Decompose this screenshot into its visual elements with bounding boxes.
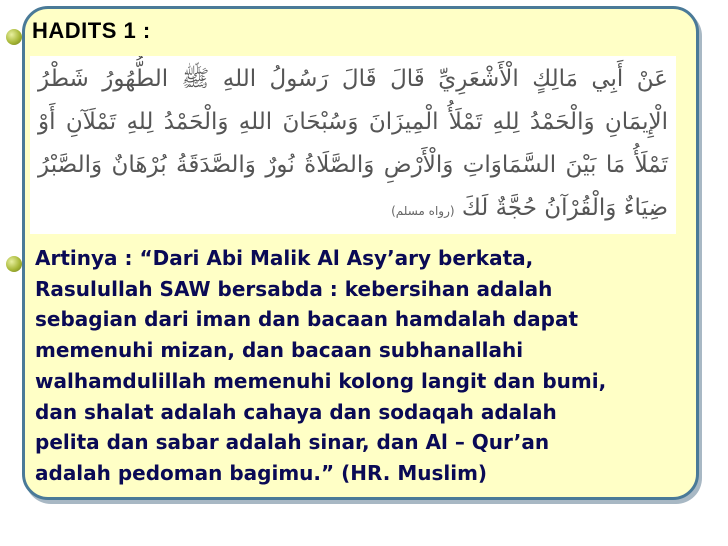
- translation-line: Rasulullah SAW bersabda : kebersihan adalah: [35, 276, 553, 301]
- hadith-heading: HADITS 1 :: [32, 18, 151, 43]
- arabic-hadith-body: عَنْ أَبِي مَالِكٍ الْأَشْعَرِيِّ قَالَ قَالَ رَسُولُ اللهِ ﷺ الطُّهُورُ شَطْرُ الْإِيمَانِ وَالْحَمْدُ لِلهِ تَمْلَأُ الْمِيزَانَ وَسُبْحَانَ اللهِ وَالْحَمْدُ لِلهِ تَمْلَآنِ أَوْ تَمْلَأُ مَا بَيْنَ السَّمَاوَاتِ وَالْأَرْضِ وَالصَّلَاةُ نُورٌ وَالصَّدَقَةُ بُرْهَانٌ وَالصَّبْرُ ضِيَاءٌ وَالْقُرْآنُ حُجَّةٌ لَكَ: [38, 66, 668, 221]
- translation-line: adalah pedoman bagimu.” (HR. Muslim): [35, 460, 488, 485]
- translation-line: dan shalat adalah cahaya dan sodaqah adalah: [35, 399, 557, 424]
- bullet-icon: [6, 256, 22, 272]
- translation-line: sebagian dari iman dan bacaan hamdalah dapat: [35, 307, 579, 332]
- bullet-icon: [6, 29, 22, 45]
- arabic-hadith-text: [30, 56, 676, 234]
- translation-text: [35, 243, 700, 489]
- translation-line: memenuhi mizan, dan bacaan subhanallahi: [35, 338, 524, 363]
- translation-line: walhamdulillah memenuhi kolong langit dan bumi,: [35, 368, 607, 393]
- translation-line: Artinya : “Dari Abi Malik Al Asy’ary berkata,: [35, 246, 534, 270]
- arabic-reference: (رواه مسلم): [391, 204, 455, 218]
- translation-line: pelita dan sabar adalah sinar, dan Al – Qur’an: [35, 430, 550, 455]
